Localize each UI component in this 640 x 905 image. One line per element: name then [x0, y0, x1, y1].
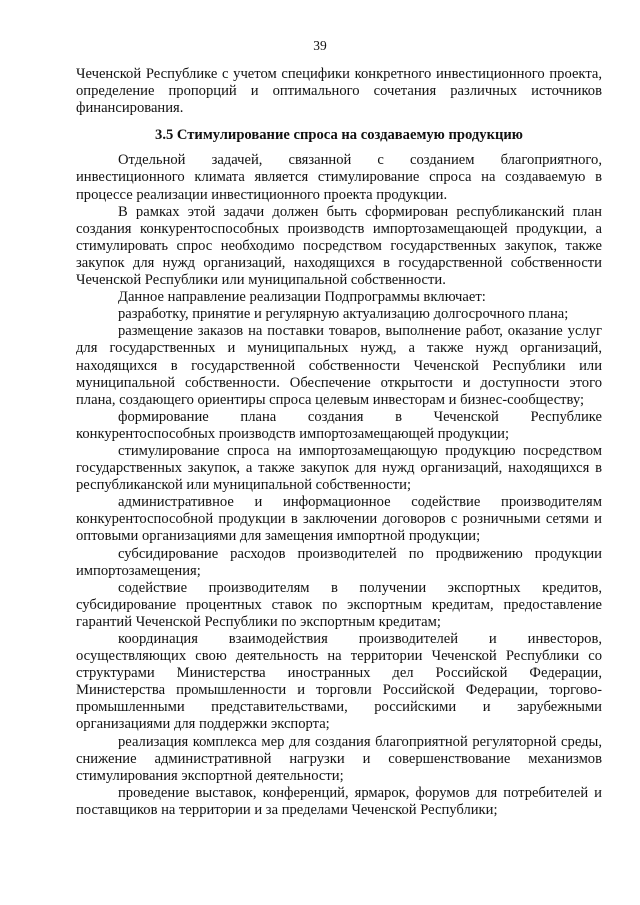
intro-paragraph: Чеченской Республике с учетом специфики конкретного инвестиционного проекта, определение пропорций и оптимального сочетания различных источников финансирования. — [76, 66, 602, 117]
page-body — [76, 66, 602, 819]
list-item-paragraph: размещение заказов на поставки товаров, выполнение работ, оказание услуг для государственных и муниципальных нужд, а также нужд организаций, находящихся в государственной собственности Чеченской Республики или муниципальной собственности. Обеспечение открытости и доступности этого плана, создающего ориентиры спроса целевым инвесторам и бизнес-сообществу; — [76, 323, 602, 408]
body-paragraph: В рамках этой задачи должен быть сформирован республиканский план создания конкурентоспособных производств импортозамещающей продукции, а стимулировать спрос необходимо посредством государственных закупок, также закупок для нужд организаций, находящихся в государственной собственности Чеченской Республики или муниципальной собственности. — [76, 203, 602, 289]
list-item-paragraph: формирование плана создания в Чеченской Республике конкурентоспособных производств импортозамещающей продукции; — [76, 408, 602, 442]
list-item-paragraph: разработку, принятие и регулярную актуализацию долгосрочного плана; — [118, 306, 569, 323]
list-item-paragraph: стимулирование спроса на импортозамещающую продукцию посредством государственных закупок, а также закупок для нужд организаций, находящихся в республиканской или муниципальной собственности; — [76, 442, 602, 494]
section-heading: 3.5 Стимулирование спроса на создаваемую продукцию — [155, 127, 523, 144]
page-number: 39 — [313, 38, 327, 53]
list-item-paragraph: проведение выставок, конференций, ярмарок, форумов для потребителей и поставщиков на территории и за пределами Чеченской Республики; — [76, 784, 602, 818]
body-paragraph: Отдельной задачей, связанной с созданием благоприятного, инвестиционного климата является стимулирование спроса на создаваемую в процессе реализации инвестиционного проекта продукции. — [76, 152, 602, 203]
list-item-paragraph: административное и информационное содействие производителям конкурентоспособной продукции в заключении договоров с розничными сетями и оптовыми организациями для замещения импортной продукции; — [76, 494, 602, 545]
list-item-paragraph: реализация комплекса мер для создания благоприятной регуляторной среды, снижение административной нагрузки и совершенствование механизмов стимулирования экспортной деятельности; — [76, 733, 602, 784]
list-item-paragraph: координация взаимодействия производителей и инвесторов, осуществляющих свою деятельность на территории Чеченской Республики со структурами Министерства иностранных дел Российской Федерации, Министерства промышленности и торговли Российской Федерации, торгово-промышленными представительствами, российскими и зарубежными организациями для поддержки экспорта; — [76, 631, 602, 733]
list-item-paragraph: субсидирование расходов производителей по продвижению продукции импортозамещения; — [76, 545, 602, 579]
body-paragraph: Данное направление реализации Подпрограммы включает: — [118, 289, 486, 306]
list-item-paragraph: содействие производителям в получении экспортных кредитов, субсидирование процентных ставок по экспортным кредитам, предоставление гарантий Чеченской Республики по экспортным кредитам; — [76, 579, 602, 630]
